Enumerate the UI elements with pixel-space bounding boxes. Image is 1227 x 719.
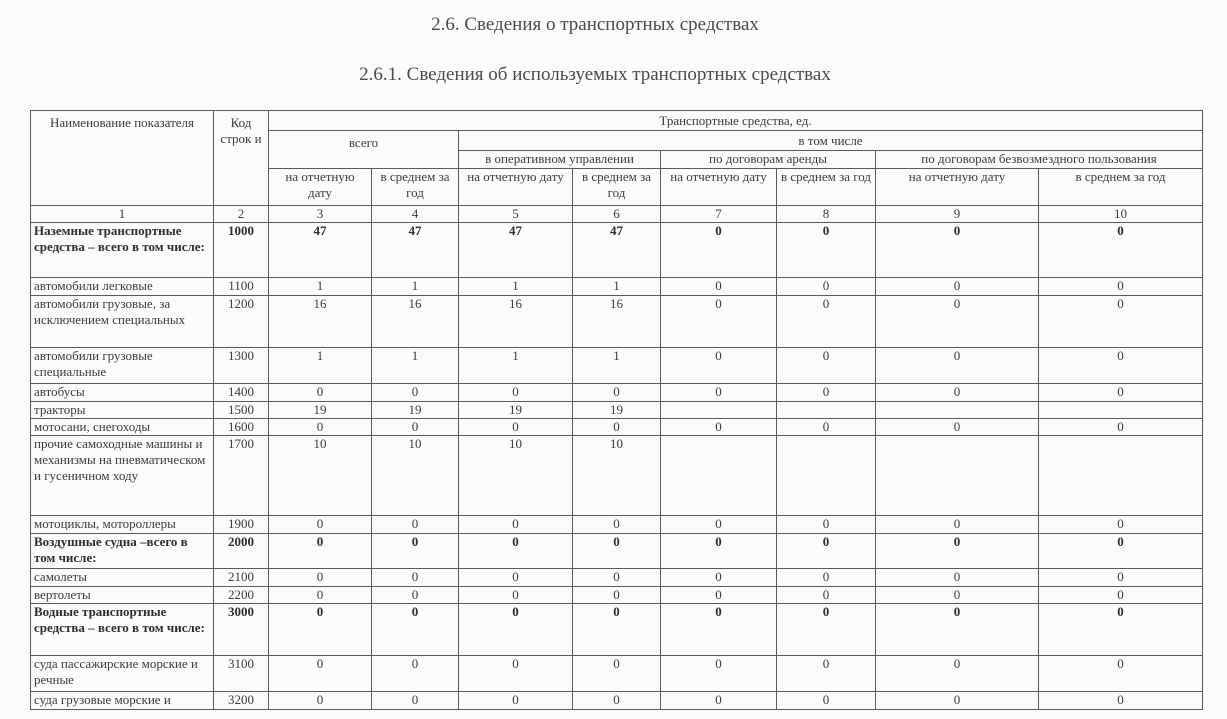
row-value: 0: [661, 278, 777, 296]
row-value: 0: [372, 604, 459, 656]
row-value: 0: [777, 569, 876, 587]
header-col8: в среднем за год: [777, 169, 876, 206]
row-code: 1500: [214, 402, 269, 419]
row-value: 1: [459, 348, 573, 384]
row-value: 0: [777, 516, 876, 534]
table-row: [31, 656, 1203, 692]
row-name: автобусы: [31, 384, 214, 402]
row-name: автомобили грузовые специальные: [31, 348, 214, 384]
subsection-title: 2.6.1. Сведения об используемых транспортных средствах: [359, 64, 831, 85]
row-value: 0: [1039, 604, 1203, 656]
row-value: [777, 436, 876, 516]
row-value: 1: [372, 348, 459, 384]
row-value: 0: [661, 384, 777, 402]
table-row: [31, 348, 1203, 384]
table-row: [31, 223, 1203, 278]
row-code: 1000: [214, 223, 269, 278]
row-value: 0: [1039, 534, 1203, 569]
row-value: 0: [372, 516, 459, 534]
row-value: 10: [269, 436, 372, 516]
header-col4: в среднем за год: [372, 169, 459, 206]
row-value: 0: [1039, 348, 1203, 384]
row-value: 0: [661, 534, 777, 569]
row-value: 0: [876, 534, 1039, 569]
row-value: 0: [459, 534, 573, 569]
table-row: [31, 692, 1203, 710]
row-value: 47: [372, 223, 459, 278]
row-value: 1: [269, 348, 372, 384]
row-value: 0: [372, 656, 459, 692]
row-value: 0: [1039, 587, 1203, 604]
row-name: прочие самоходные машины и механизмы на пневматическом и гусеничном ходу: [31, 436, 214, 516]
row-value: 0: [876, 223, 1039, 278]
header-name: Наименование показателя: [31, 111, 214, 206]
row-value: 0: [459, 384, 573, 402]
row-value: 0: [1039, 569, 1203, 587]
row-value: 10: [372, 436, 459, 516]
header-including: в том числе: [459, 131, 1203, 151]
row-value: 0: [876, 278, 1039, 296]
row-value: 0: [661, 587, 777, 604]
row-name: Наземные транспортные средства – всего в том числе:: [31, 223, 214, 278]
row-name: мотосани, снегоходы: [31, 419, 214, 436]
row-value: [876, 436, 1039, 516]
table-row: [31, 402, 1203, 419]
row-value: 0: [1039, 656, 1203, 692]
row-value: 0: [459, 604, 573, 656]
row-value: 16: [372, 296, 459, 348]
row-code: 1900: [214, 516, 269, 534]
row-value: 0: [459, 419, 573, 436]
table-row: [31, 419, 1203, 436]
col-number: 2: [214, 206, 269, 223]
row-value: 16: [573, 296, 661, 348]
row-value: 0: [777, 419, 876, 436]
header-operational: в оперативном управлении: [459, 151, 661, 169]
row-code: 1200: [214, 296, 269, 348]
row-value: [1039, 402, 1203, 419]
table-row: [31, 384, 1203, 402]
row-code: 2000: [214, 534, 269, 569]
row-value: 0: [269, 384, 372, 402]
column-number-row: [31, 206, 1203, 223]
row-name: самолеты: [31, 569, 214, 587]
row-value: 0: [573, 516, 661, 534]
header-code: Код строк и: [214, 111, 269, 206]
row-value: 0: [1039, 296, 1203, 348]
table-row: [31, 534, 1203, 569]
row-value: 0: [459, 692, 573, 710]
row-value: 19: [573, 402, 661, 419]
row-value: 0: [573, 587, 661, 604]
row-name: автомобили легковые: [31, 278, 214, 296]
col-number: 4: [372, 206, 459, 223]
header-group: Транспортные средства, ед.: [269, 111, 1203, 131]
row-value: 0: [1039, 278, 1203, 296]
row-name: Водные транспортные средства – всего в том числе:: [31, 604, 214, 656]
row-value: 47: [573, 223, 661, 278]
row-value: [1039, 436, 1203, 516]
row-code: 1100: [214, 278, 269, 296]
row-value: 0: [573, 692, 661, 710]
row-value: [777, 402, 876, 419]
row-value: 0: [1039, 223, 1203, 278]
row-value: 1: [459, 278, 573, 296]
row-name: вертолеты: [31, 587, 214, 604]
header-col6: в среднем за год: [573, 169, 661, 206]
row-name: суда пассажирские морские и речные: [31, 656, 214, 692]
header-col5: на отчетную дату: [459, 169, 573, 206]
transport-table: [30, 110, 1203, 710]
row-value: 47: [269, 223, 372, 278]
table-row: [31, 278, 1203, 296]
row-code: 1600: [214, 419, 269, 436]
row-value: 0: [372, 384, 459, 402]
row-code: 1400: [214, 384, 269, 402]
header-col9: на отчетную дату: [876, 169, 1039, 206]
table-row: [31, 296, 1203, 348]
row-value: 0: [876, 348, 1039, 384]
row-code: 3000: [214, 604, 269, 656]
row-value: 0: [269, 692, 372, 710]
section-title: 2.6. Сведения о транспортных средствах: [431, 14, 759, 35]
row-value: 0: [459, 656, 573, 692]
col-number: 9: [876, 206, 1039, 223]
row-value: 0: [876, 569, 1039, 587]
row-value: 0: [1039, 384, 1203, 402]
row-value: [661, 436, 777, 516]
row-value: 0: [661, 692, 777, 710]
row-value: 0: [269, 656, 372, 692]
row-code: 1300: [214, 348, 269, 384]
row-value: 0: [372, 692, 459, 710]
row-value: 16: [269, 296, 372, 348]
row-value: 0: [1039, 516, 1203, 534]
row-value: 0: [269, 587, 372, 604]
row-name: Воздушные судна –всего в том числе:: [31, 534, 214, 569]
table-row: [31, 516, 1203, 534]
row-value: 0: [372, 569, 459, 587]
row-value: 1: [573, 348, 661, 384]
row-value: 0: [777, 278, 876, 296]
col-number: 6: [573, 206, 661, 223]
col-number: 7: [661, 206, 777, 223]
row-value: 0: [269, 419, 372, 436]
row-value: 0: [876, 587, 1039, 604]
row-value: 0: [661, 656, 777, 692]
col-number: 10: [1039, 206, 1203, 223]
row-value: 0: [269, 569, 372, 587]
row-value: 0: [661, 296, 777, 348]
row-value: 19: [372, 402, 459, 419]
row-value: 0: [573, 534, 661, 569]
row-value: 0: [661, 419, 777, 436]
row-code: 2200: [214, 587, 269, 604]
col-number: 3: [269, 206, 372, 223]
header-total: всего: [269, 131, 459, 169]
row-value: 0: [372, 534, 459, 569]
row-value: 10: [573, 436, 661, 516]
row-value: 16: [459, 296, 573, 348]
row-value: 0: [876, 692, 1039, 710]
row-value: 0: [661, 516, 777, 534]
row-code: 2100: [214, 569, 269, 587]
row-value: 0: [661, 604, 777, 656]
row-value: 47: [459, 223, 573, 278]
row-value: 19: [459, 402, 573, 419]
row-name: автомобили грузовые, за исключением специальных: [31, 296, 214, 348]
header-col10: в среднем за год: [1039, 169, 1203, 206]
row-code: 3100: [214, 656, 269, 692]
row-value: 0: [372, 587, 459, 604]
row-value: 0: [573, 384, 661, 402]
row-value: 0: [777, 296, 876, 348]
row-value: 0: [876, 384, 1039, 402]
row-value: 0: [573, 604, 661, 656]
row-value: 0: [459, 516, 573, 534]
row-value: 0: [269, 516, 372, 534]
row-value: 10: [459, 436, 573, 516]
row-value: 1: [269, 278, 372, 296]
row-name: тракторы: [31, 402, 214, 419]
row-value: 0: [1039, 692, 1203, 710]
header-free-use: по договорам безвозмездного пользования: [876, 151, 1203, 169]
row-value: 1: [372, 278, 459, 296]
row-value: 0: [459, 587, 573, 604]
header-col7: на отчетную дату: [661, 169, 777, 206]
header-lease: по договорам аренды: [661, 151, 876, 169]
row-value: 0: [661, 569, 777, 587]
row-value: 1: [573, 278, 661, 296]
row-value: 0: [372, 419, 459, 436]
row-code: 1700: [214, 436, 269, 516]
row-name: суда грузовые морские и: [31, 692, 214, 710]
row-value: 0: [573, 656, 661, 692]
row-value: 0: [876, 516, 1039, 534]
header-col3: на отчетную дату: [269, 169, 372, 206]
row-value: 0: [777, 587, 876, 604]
col-number: 8: [777, 206, 876, 223]
row-value: 0: [876, 656, 1039, 692]
row-code: 3200: [214, 692, 269, 710]
row-value: 0: [1039, 419, 1203, 436]
table-row: [31, 604, 1203, 656]
col-number: 5: [459, 206, 573, 223]
row-name: мотоциклы, мотороллеры: [31, 516, 214, 534]
row-value: 0: [777, 656, 876, 692]
row-value: 0: [777, 604, 876, 656]
row-value: 0: [777, 223, 876, 278]
row-value: 0: [573, 569, 661, 587]
row-value: 0: [876, 604, 1039, 656]
row-value: 0: [777, 348, 876, 384]
row-value: 0: [459, 569, 573, 587]
row-value: 0: [573, 419, 661, 436]
row-value: 0: [269, 534, 372, 569]
row-value: 0: [777, 534, 876, 569]
col-number: 1: [31, 206, 214, 223]
table-row: [31, 436, 1203, 516]
table-row: [31, 587, 1203, 604]
row-value: 0: [876, 296, 1039, 348]
row-value: [661, 402, 777, 419]
row-value: 0: [777, 384, 876, 402]
row-value: 0: [777, 692, 876, 710]
row-value: 0: [661, 348, 777, 384]
row-value: 0: [269, 604, 372, 656]
row-value: 0: [876, 419, 1039, 436]
row-value: 19: [269, 402, 372, 419]
row-value: 0: [661, 223, 777, 278]
table-row: [31, 569, 1203, 587]
row-value: [876, 402, 1039, 419]
